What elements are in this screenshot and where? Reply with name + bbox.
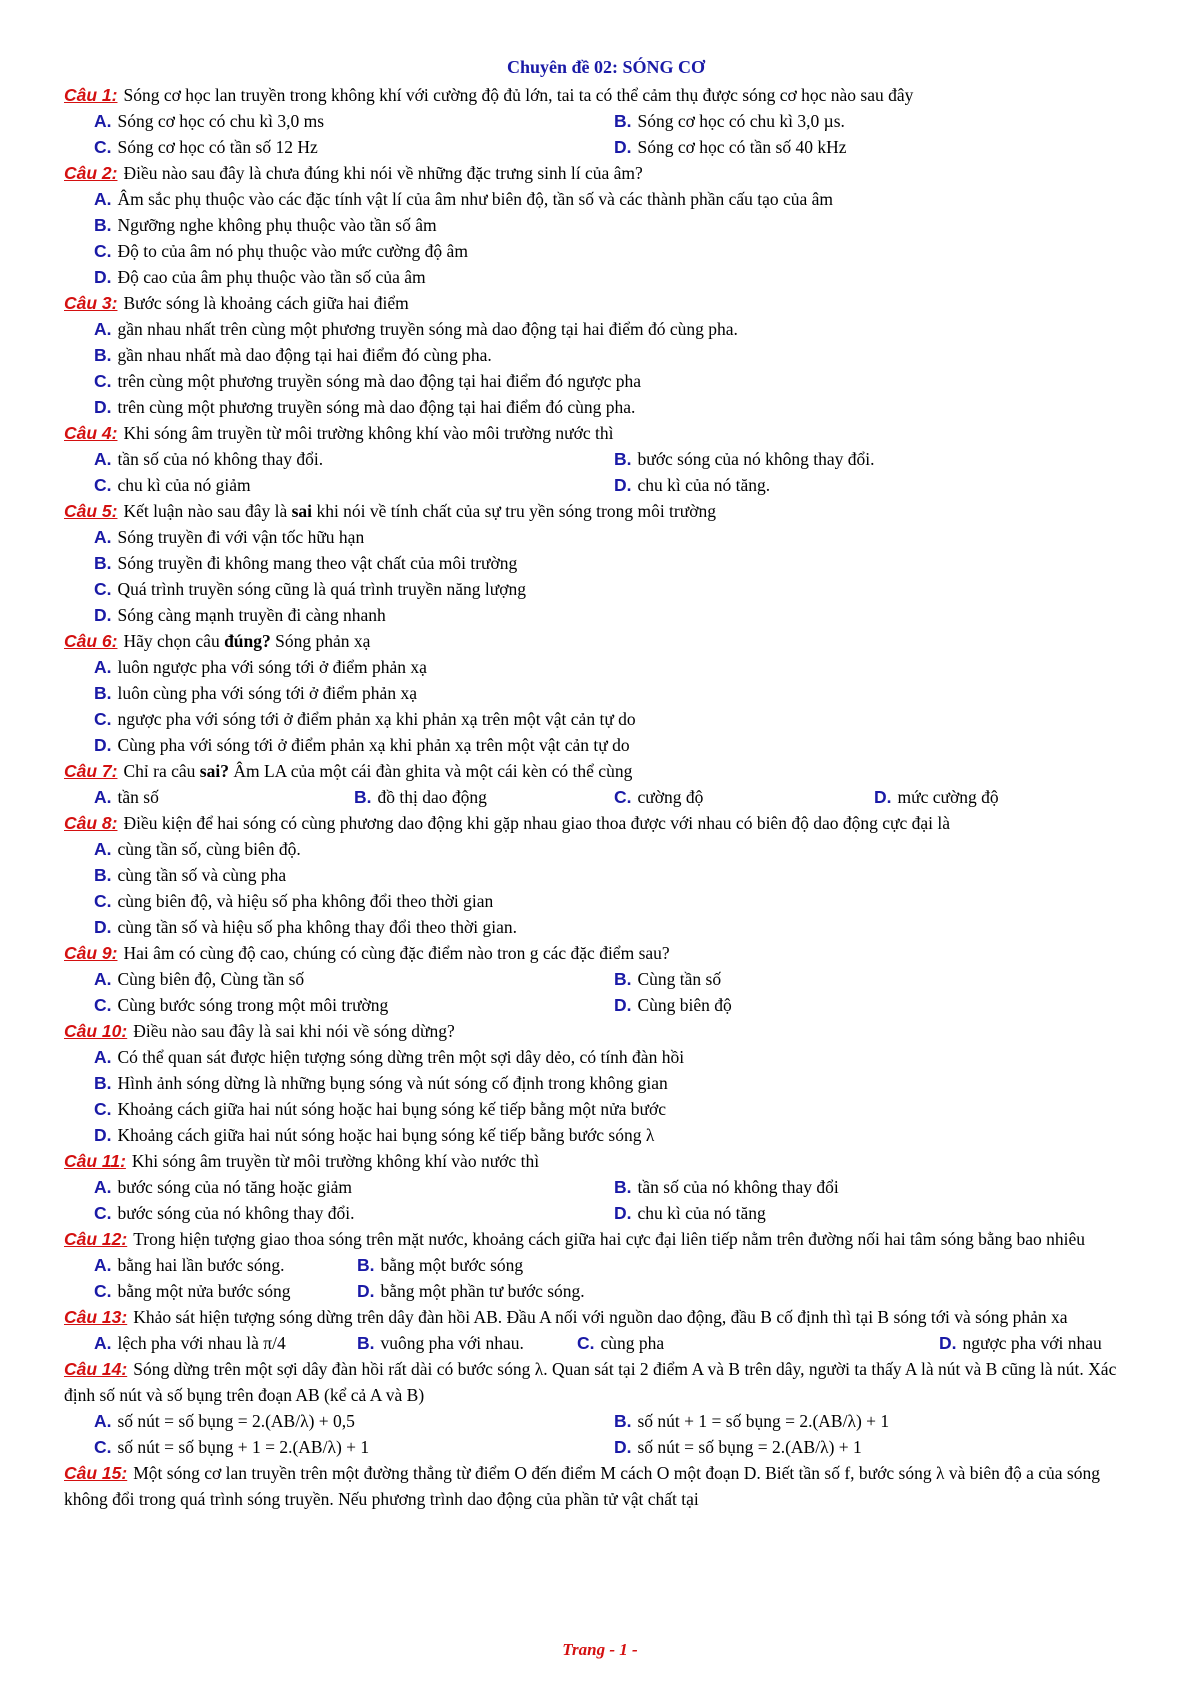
options <box>94 108 1148 160</box>
question-stem: Bước sóng là khoảng cách giữa hai điểm <box>123 293 409 313</box>
page-footer: Trang - 1 - <box>562 1640 638 1659</box>
options <box>94 836 1148 940</box>
question-label: Câu 12: <box>64 1229 128 1249</box>
option-c: C. chu kì của nó giảm <box>94 475 251 495</box>
question-label: Câu 15: <box>64 1463 128 1483</box>
question-14 <box>64 1356 1148 1408</box>
option-a: A. tần số <box>94 787 159 807</box>
option-d: D. chu kì của nó tăng. <box>614 475 771 495</box>
question-label: Câu 13: <box>64 1307 128 1327</box>
option-b: B. đồ thị dao động <box>354 787 487 807</box>
option-d: D. mức cường độ <box>874 787 999 807</box>
option-a: A. Có thể quan sát được hiện tượng sóng dừng trên một sợi dây dẻo, có tính đàn hồi <box>94 1047 685 1067</box>
question-13 <box>64 1304 1148 1330</box>
question-stem: Điều nào sau đây là sai khi nói về sóng dừng? <box>133 1021 455 1041</box>
option-d: D. Khoảng cách giữa hai nút sóng hoặc hai bụng sóng kế tiếp bằng bước sóng λ <box>94 1125 655 1145</box>
options <box>94 1044 1148 1148</box>
document-title: Chuyên đề 02: SÓNG CƠ <box>506 57 706 77</box>
option-b: B. vuông pha với nhau. <box>357 1333 524 1353</box>
options <box>94 654 1148 758</box>
option-b: B. cùng tần số và cùng pha <box>94 865 287 885</box>
option-d: D. Cùng biên độ <box>614 995 732 1015</box>
options <box>94 1174 1148 1226</box>
option-d: D. số nút = số bụng = 2.(AB/λ) + 1 <box>614 1437 862 1457</box>
question-1 <box>64 82 1148 108</box>
option-a: A. bằng hai lần bước sóng. <box>94 1255 285 1275</box>
emphasis: sai <box>291 501 313 521</box>
options <box>94 1408 1148 1460</box>
option-a: A. luôn ngược pha với sóng tới ở điểm phản xạ <box>94 657 427 677</box>
options <box>94 784 1148 810</box>
question-label: Câu 3: <box>64 293 118 313</box>
option-b: B. Sóng truyền đi không mang theo vật chất của môi trường <box>94 553 518 573</box>
question-8 <box>64 810 1148 836</box>
question-stem: Sóng dừng trên một sợi dây đàn hồi rất dài có bước sóng λ. Quan sát tại 2 điểm A và B trên dây, người ta thấy A là nút và B cũng là nút. Xác định số nút và số bụng trên đoạn AB (kể cả A và B) <box>64 1359 1117 1405</box>
option-a: A. cùng tần số, cùng biên độ. <box>94 839 301 859</box>
options <box>94 1252 1148 1304</box>
options <box>94 446 1148 498</box>
option-c: C. bằng một nửa bước sóng <box>94 1281 291 1301</box>
options <box>94 186 1148 290</box>
option-a: A. số nút = số bụng = 2.(AB/λ) + 0,5 <box>94 1411 355 1431</box>
option-d: D. Sóng càng mạnh truyền đi càng nhanh <box>94 605 386 625</box>
option-a: A. lệch pha với nhau là π/4 <box>94 1333 286 1353</box>
options <box>94 1330 1148 1356</box>
question-4 <box>64 420 1148 446</box>
question-stem: Khi sóng âm truyền từ môi trường không khí vào môi trường nước thì <box>123 423 614 443</box>
options <box>94 316 1148 420</box>
option-d: D. Sóng cơ học có tần số 40 kHz <box>614 137 847 157</box>
option-c: C. Quá trình truyền sóng cũng là quá trình truyền năng lượng <box>94 579 527 599</box>
option-b: B. tần số của nó không thay đổi <box>614 1177 839 1197</box>
question-stem: Điều nào sau đây là chưa đúng khi nói về những đặc trưng sinh lí của âm? <box>123 163 643 183</box>
option-d: D. ngược pha với nhau <box>939 1333 1102 1353</box>
question-15 <box>64 1460 1148 1512</box>
option-c: C. cùng biên độ, và hiệu số pha không đổi theo thời gian <box>94 891 494 911</box>
option-d: D. Độ cao của âm phụ thuộc vào tần số của âm <box>94 267 426 287</box>
option-d: D. Cùng pha với sóng tới ở điểm phản xạ khi phản xạ trên một vật cản tự do <box>94 735 630 755</box>
question-6: Câu 6: Hãy chọn câu đúng? Sóng phản xạ <box>64 631 371 651</box>
emphasis: sai? <box>199 761 229 781</box>
question-stem: Điều kiện để hai sóng có cùng phương dao động khi gặp nhau giao thoa được với nhau có biên độ dao động cực đại là <box>123 813 950 833</box>
option-b: B. bằng một bước sóng <box>357 1255 524 1275</box>
question-label: Câu 1: <box>64 85 118 105</box>
question-label: Câu 5: <box>64 501 118 521</box>
options <box>94 966 1148 1018</box>
question-label: Câu 2: <box>64 163 118 183</box>
question-label: Câu 4: <box>64 423 118 443</box>
option-c: C. Sóng cơ học có tần số 12 Hz <box>94 137 318 157</box>
option-b: B. Cùng tần số <box>614 969 722 989</box>
option-c: C. bước sóng của nó không thay đổi. <box>94 1203 355 1223</box>
option-c: C. số nút = số bụng + 1 = 2.(AB/λ) + 1 <box>94 1437 370 1457</box>
option-c: C. cường độ <box>614 787 704 807</box>
question-stem: Khảo sát hiện tượng sóng dừng trên dây đàn hồi AB. Đầu A nối với nguồn dao động, đầu B cố định thì tại B sóng tới và sóng phản xa <box>133 1307 1068 1327</box>
option-a: A. Sóng cơ học có chu kì 3,0 ms <box>94 111 325 131</box>
option-b: B. Ngưỡng nghe không phụ thuộc vào tần số âm <box>94 215 437 235</box>
option-c: C. Cùng bước sóng trong một môi trường <box>94 995 389 1015</box>
question-9 <box>64 940 1148 966</box>
option-b: B. gần nhau nhất mà dao động tại hai điểm đó cùng pha. <box>94 345 492 365</box>
option-d: D. chu kì của nó tăng <box>614 1203 766 1223</box>
option-a: A. bước sóng của nó tăng hoặc giảm <box>94 1177 353 1197</box>
question-5: Câu 5: Kết luận nào sau đây là sai khi nói về tính chất của sự tru yền sóng trong môi trường <box>64 501 716 521</box>
option-c: C. ngược pha với sóng tới ở điểm phản xạ khi phản xạ trên một vật cản tự do <box>94 709 636 729</box>
option-c: C. cùng pha <box>577 1333 665 1353</box>
question-12 <box>64 1226 1148 1252</box>
option-d: D. bằng một phần tư bước sóng. <box>357 1281 585 1301</box>
option-b: B. bước sóng của nó không thay đổi. <box>614 449 875 469</box>
option-d: D. trên cùng một phương truyền sóng mà dao động tại hai điểm đó cùng pha. <box>94 397 636 417</box>
question-3 <box>64 290 1148 316</box>
question-label: Câu 9: <box>64 943 118 963</box>
options <box>94 524 1148 628</box>
option-b: B. luôn cùng pha với sóng tới ở điểm phản xạ <box>94 683 417 703</box>
question-2 <box>64 160 1148 186</box>
question-stem: Trong hiện tượng giao thoa sóng trên mặt nước, khoảng cách giữa hai cực đại liên tiếp nằm trên đường nối hai tâm sóng bằng bao nhiêu <box>133 1229 1085 1249</box>
question-label: Câu 11: <box>64 1151 126 1171</box>
emphasis: đúng? <box>224 631 271 651</box>
question-stem: Khi sóng âm truyền từ môi trường không khí vào nước thì <box>131 1151 540 1171</box>
option-b: B. số nút + 1 = số bụng = 2.(AB/λ) + 1 <box>614 1411 890 1431</box>
option-a: A. Sóng truyền đi với vận tốc hữu hạn <box>94 527 365 547</box>
question-11 <box>64 1148 1148 1174</box>
option-a: A. Cùng biên độ, Cùng tần số <box>94 969 305 989</box>
option-a: A. gần nhau nhất trên cùng một phương truyền sóng mà dao động tại hai điểm đó cùng pha. <box>94 319 738 339</box>
question-label: Câu 6: <box>64 631 118 651</box>
question-label: Câu 7: <box>64 761 118 781</box>
option-d: D. cùng tần số và hiệu số pha không thay đổi theo thời gian. <box>94 917 518 937</box>
option-c: C. Độ to của âm nó phụ thuộc vào mức cường độ âm <box>94 241 468 261</box>
question-7: Câu 7: Chỉ ra câu sai? Âm LA của một cái đàn ghita và một cái kèn có thể cùng <box>64 761 633 781</box>
question-10 <box>64 1018 1148 1044</box>
option-c: C. trên cùng một phương truyền sóng mà dao động tại hai điểm đó ngược pha <box>94 371 641 391</box>
question-label: Câu 14: <box>64 1359 128 1379</box>
question-stem: Sóng cơ học lan truyền trong không khí với cường độ đủ lớn, tai ta có thể cảm thụ được sóng cơ học nào sau đây <box>123 85 914 105</box>
option-a: A. Âm sắc phụ thuộc vào các đặc tính vật lí của âm như biên độ, tần số và các thành phần cấu tạo của âm <box>94 189 834 209</box>
question-stem: Một sóng cơ lan truyền trên một đường thẳng từ điểm O đến điểm M cách O một đoạn D. Biết tần số f, bước sóng λ và biên độ a của sóng không đổi trong quá trình sóng truyền. Nếu phương trình dao động của phần tử vật chất tại <box>64 1463 1100 1509</box>
question-label: Câu 8: <box>64 813 118 833</box>
question-stem: Hai âm có cùng độ cao, chúng có cùng đặc điểm nào tron g các đặc điểm sau? <box>123 943 670 963</box>
question-label: Câu 10: <box>64 1021 128 1041</box>
option-a: A. tần số của nó không thay đổi. <box>94 449 324 469</box>
option-c: C. Khoảng cách giữa hai nút sóng hoặc hai bụng sóng kế tiếp bằng một nửa bước <box>94 1099 666 1119</box>
option-b: B. Hình ảnh sóng dừng là những bụng sóng và nút sóng cố định trong không gian <box>94 1073 668 1093</box>
option-b: B. Sóng cơ học có chu kì 3,0 µs. <box>614 111 845 131</box>
